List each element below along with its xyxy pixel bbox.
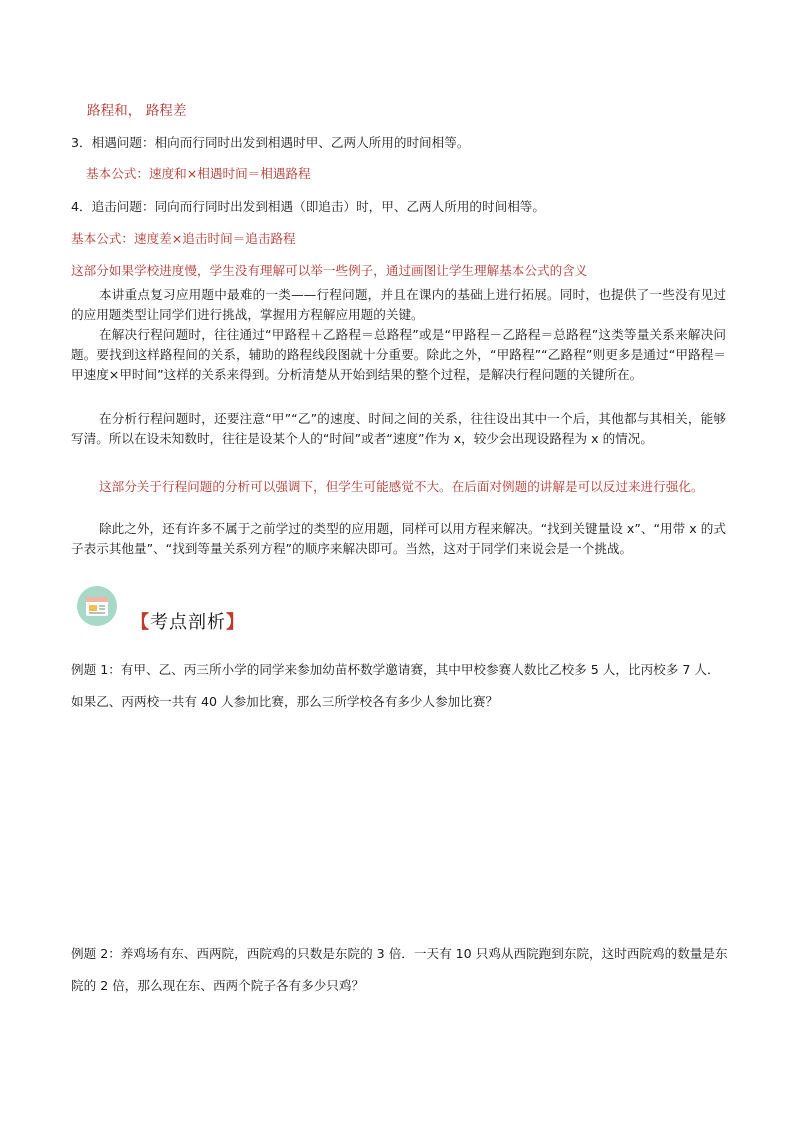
section-title xyxy=(131,610,245,636)
example-1: 例题 1：有甲、乙、丙三所小学的同学来参加幼苗杯数学邀请赛，其中甲校参赛人数比乙校多 5 人，比丙校多 7 人．如果乙、丙两校一共有 40 人参加比赛，那么三所学校各有多少人参加比赛？ xyxy=(71,662,720,709)
document-icon xyxy=(72,585,122,627)
line-meeting-formula: 基本公式：速度和×相遇时间＝相遇路程 xyxy=(86,166,311,181)
paragraph-teacher-emphasis: 这部分关于行程问题的分析可以强调下，但学生可能感觉不大。在后面对例题的讲解是可以反过来进行强化。 xyxy=(99,479,704,494)
line-route-sum-diff: 路程和， 路程差 xyxy=(87,103,187,119)
line-chase-problem: 4．追击问题：同向而行同时出发到相遇（即追击）时，甲、乙两人所用的时间相等。 xyxy=(71,199,545,214)
section-title-text: 考点剖析 xyxy=(150,612,226,633)
line-chase-formula: 基本公式：速度差×追击时间＝追击路程 xyxy=(71,231,296,246)
paragraph-overview: 本讲重点复习应用题中最难的一类——行程问题，并且在课内的基础上进行拓展。同时，也提供了一些没有见过的应用题类型让同学们进行挑战，掌握用方程解应用题的关键。 xyxy=(71,287,726,322)
paragraph-unknowns: 在分析行程问题时，还要注意“甲”“乙”的速度、时间之间的关系，往往设出其中一个后，其他都与其相关，能够写清。所以在设未知数时，往往是设某个人的“时间”或者“速度”作为 x，较少会出现设路程为 x 的情况。 xyxy=(71,411,726,446)
line-meeting-problem: 3．相遇问题：相向而行同时出发到相遇时甲、乙两人所用的时间相等。 xyxy=(71,135,470,150)
bracket-open: 【 xyxy=(131,612,150,633)
paragraph-route-relations: 在解决行程问题时，往往通过“甲路程＋乙路程＝总路程”或是“甲路程－乙路程＝总路程”这类等量关系来解决问题。要找到这样路程间的关系，辅助的路程线段图就十分重要。除此之外，“甲路程”“乙路程”则更多是通过“甲路程＝甲速度×甲时间”这样的关系来得到。分析清楚从开始到结果的整个过程，是解决行程问题的关键所在。 xyxy=(71,327,726,382)
bracket-close: 】 xyxy=(226,612,245,633)
example-2: 例题 2：养鸡场有东、西两院，西院鸡的只数是东院的 3 倍．一天有 10 只鸡从西院跑到东院，这时西院鸡的数量是东院的 2 倍，那么现在东、西两个院子各有多少只鸡？ xyxy=(71,946,728,993)
line-teacher-note: 这部分如果学校进度慢，学生没有理解可以举一些例子，通过画图让学生理解基本公式的含义 xyxy=(71,263,588,278)
paragraph-other-problems: 除此之外，还有许多不属于之前学过的类型的应用题，同样可以用方程来解决。“找到关键量设 x”、“用带 x 的式子表示其他量”、“找到等量关系列方程”的顺序来解决即可。当然，这对于同学们来说会是一个挑战。 xyxy=(71,521,726,556)
